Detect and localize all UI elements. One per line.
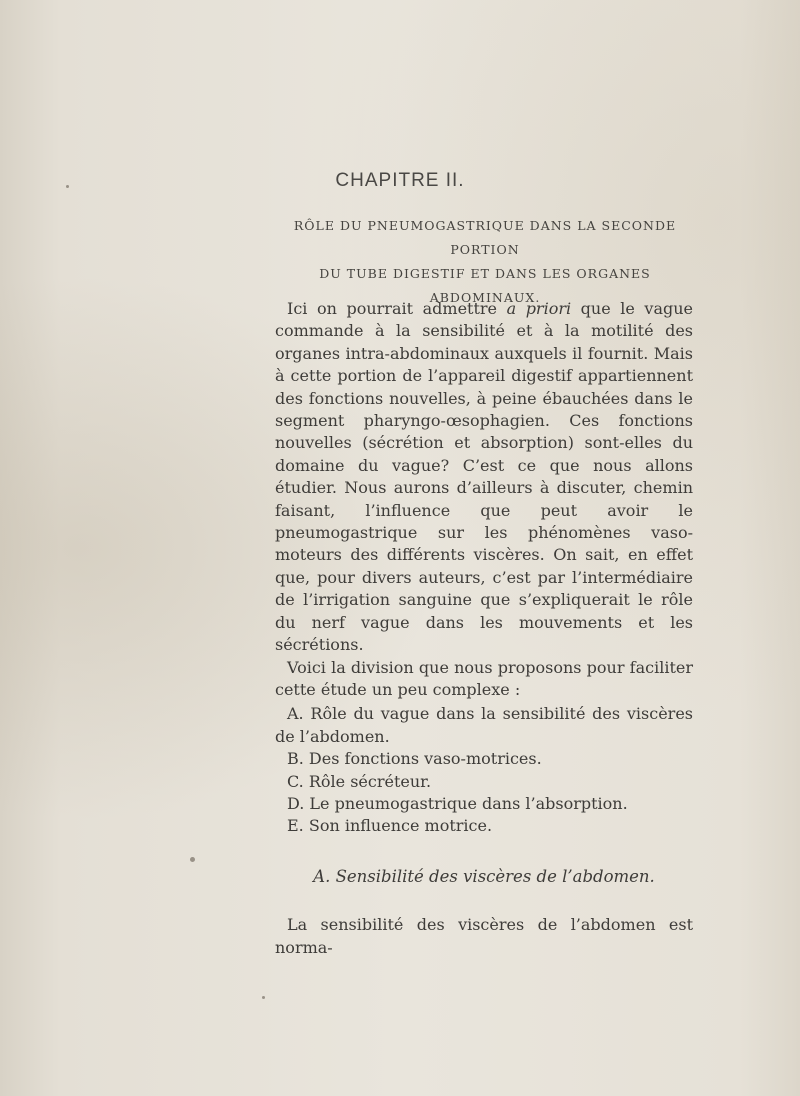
- subtitle-line-2: DU TUBE DIGESTIF ET DANS LES ORGANES: [319, 266, 651, 281]
- list-item-e: E. Son influence motrice.: [287, 816, 493, 836]
- list-item-d: D. Le pneumogastrique dans l’absorption.: [287, 793, 628, 813]
- list-item-b: B. Des fonctions vaso-motrices.: [287, 749, 542, 769]
- paragraph-intro-start: Ici on pourrait admettre: [287, 299, 507, 318]
- chapter-subtitle: [270, 214, 700, 310]
- subtitle-line-3: ABDOMINAUX.: [429, 290, 541, 305]
- list-item-c: C. Rôle sécréteur.: [287, 771, 432, 791]
- paragraph-intro: [275, 298, 693, 657]
- ink-spot: [262, 996, 265, 999]
- a-priori-italic: a priori: [506, 299, 572, 318]
- section-heading: A. Sensibilité des viscères de l’abdomen.: [313, 866, 655, 886]
- chapter-title: CHAPITRE II.: [335, 170, 465, 191]
- ink-spot: [66, 185, 69, 188]
- body-text: [275, 298, 693, 959]
- ink-spot: [190, 857, 195, 862]
- list-item-a: A. Rôle du vague dans la sensibilité des viscères de l’abdomen.: [275, 704, 693, 746]
- subtitle-line-1: RÔLE DU PNEUMOGASTRIQUE DANS LA SECONDE PORTION: [293, 218, 677, 257]
- paragraph-intro-rest: que le vague commande à la sensibilité et à la motilité des organes intra-abdominaux auxquels il fournit. Mais à cette portion de l’appareil digestif appartiennent des fonctions nouvelles, à peine ébauchées dans le segment pharyngo-œsophagien. Ces fonctions nouvelles (sécrétion et absorption) sont-elles du domaine du vague? C’est ce que nous allons étudier. Nous aurons d’ailleurs à discuter, chemin faisant, l’influence que peut avoir le pneumogastrique sur les phénomènes vaso-moteurs des différents viscères. On sait, en effet que, pour divers auteurs, c’est par l’intermédiaire de l’irrigation sanguine que s’expliquerait le rôle du nerf vague dans les mouvements et les sécrétions.: [275, 299, 693, 655]
- paragraph-division: Voici la division que nous proposons pour faciliter cette étude un peu complexe :: [275, 657, 693, 699]
- paragraph-closing: La sensibilité des viscères de l’abdomen est norma-: [275, 915, 693, 957]
